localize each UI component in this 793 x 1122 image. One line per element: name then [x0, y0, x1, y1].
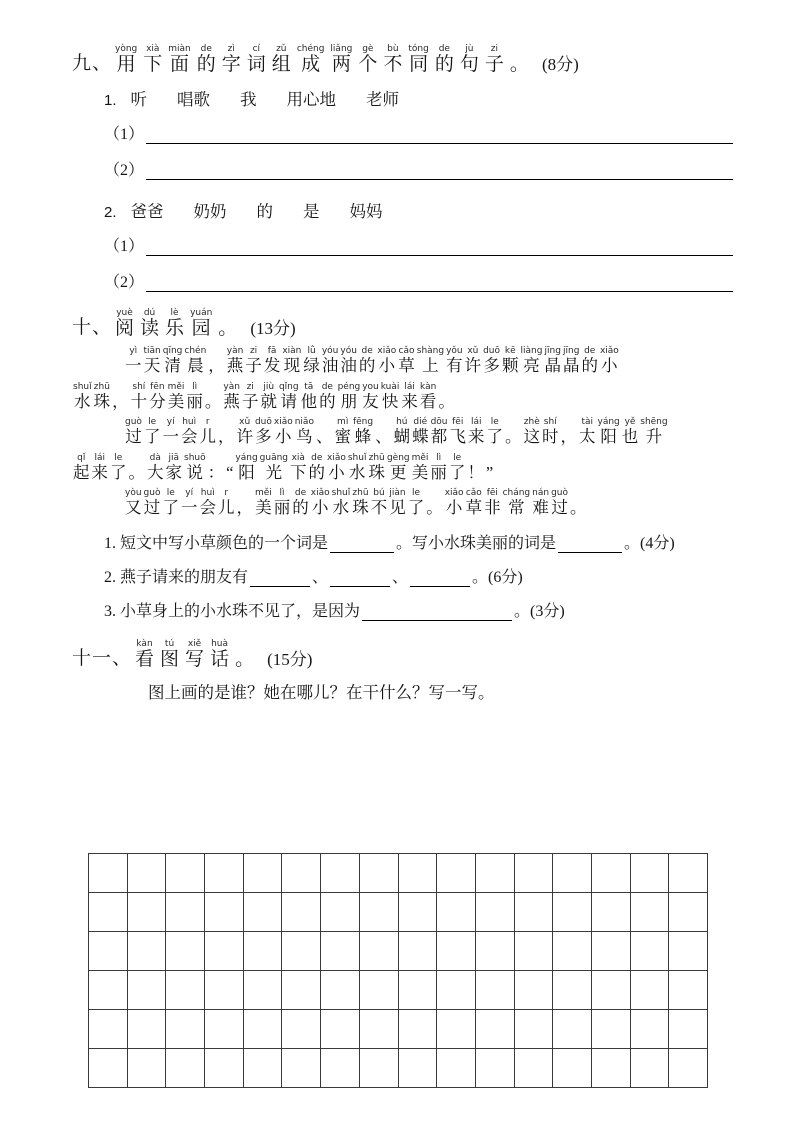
section-10-title-text: 阅yuè读dú乐lè园yuán。 — [115, 308, 238, 339]
question-text: 。(4分) — [624, 534, 675, 552]
grid-cell[interactable] — [244, 854, 283, 893]
section-9 — [72, 44, 733, 292]
answer-blank[interactable] — [146, 160, 733, 180]
grid-cell[interactable] — [89, 971, 128, 1010]
grid-cell[interactable] — [166, 971, 205, 1010]
writing-prompt: 图上画的是谁？她在哪儿？在干什么？写一写。 — [148, 682, 495, 702]
question-3 — [104, 595, 733, 629]
grid-cell[interactable] — [476, 971, 515, 1010]
grid-cell[interactable] — [399, 971, 438, 1010]
grid-cell[interactable] — [476, 854, 515, 893]
grid-cell[interactable] — [128, 971, 167, 1010]
inline-answer-blank[interactable] — [410, 570, 470, 587]
grid-cell[interactable] — [89, 893, 128, 932]
section-11-title-text: 看kàn图tú写xiě话huà。 — [135, 638, 255, 670]
answer-row — [104, 232, 733, 256]
grid-cell[interactable] — [399, 1049, 438, 1088]
section-9-number: 九、 — [72, 53, 113, 74]
answer-label: （2） — [104, 274, 145, 291]
grid-cell[interactable] — [553, 854, 592, 893]
grid-cell[interactable] — [360, 971, 399, 1010]
inline-answer-blank[interactable] — [330, 536, 394, 553]
answer-blank[interactable] — [146, 124, 733, 144]
section-9-title-text: 用yòng下xià面miàn的de字zì词cí组zǔ成chéng两liǎng个gè不bù同tóng的de句jù子zi。 — [115, 44, 529, 75]
grid-cell[interactable] — [631, 893, 670, 932]
grid-cell[interactable] — [553, 971, 592, 1010]
grid-cell[interactable] — [553, 1049, 592, 1088]
grid-cell[interactable] — [631, 971, 670, 1010]
item-2-words — [131, 202, 413, 221]
grid-cell[interactable] — [669, 932, 708, 971]
grid-cell[interactable] — [360, 1010, 399, 1049]
grid-cell[interactable] — [631, 1010, 670, 1049]
grid-cell[interactable] — [437, 854, 476, 893]
grid-cell[interactable] — [515, 932, 554, 971]
grid-cell[interactable] — [321, 854, 360, 893]
word-list-1 — [104, 86, 733, 108]
question-text: 3. 小草身上的小水珠不见了，是因为 — [104, 602, 361, 620]
grid-cell[interactable] — [244, 1010, 283, 1049]
grid-cell[interactable] — [437, 893, 476, 932]
passage-line-4: 起qǐ来lái了le。 大dà家jiā说shuō： “ 阳yáng光guāng下xià的de小xiǎo水shuǐ珠zhū更gèng美měi丽lì了le！ ” — [73, 452, 494, 482]
section-10 — [72, 308, 733, 629]
section-9-title — [72, 44, 733, 76]
grid-cell[interactable] — [205, 971, 244, 1010]
grid-cell[interactable] — [282, 893, 321, 932]
grid-cell[interactable] — [282, 1049, 321, 1088]
grid-cell[interactable] — [476, 932, 515, 971]
grid-cell[interactable] — [399, 854, 438, 893]
word-card: 用心地 — [286, 90, 337, 109]
grid-cell[interactable] — [166, 1049, 205, 1088]
word-item-2 — [104, 198, 733, 292]
grid-cell[interactable] — [631, 854, 670, 893]
grid-cell[interactable] — [592, 893, 631, 932]
item-1-words — [131, 90, 430, 109]
grid-cell[interactable] — [476, 1049, 515, 1088]
grid-cell[interactable] — [631, 1049, 670, 1088]
grid-cell[interactable] — [321, 1049, 360, 1088]
grid-cell[interactable] — [166, 854, 205, 893]
grid-cell[interactable] — [515, 1010, 554, 1049]
grid-cell[interactable] — [592, 971, 631, 1010]
grid-cell[interactable] — [437, 932, 476, 971]
grid-cell[interactable] — [282, 1010, 321, 1049]
grid-cell[interactable] — [437, 1010, 476, 1049]
grid-cell[interactable] — [515, 854, 554, 893]
grid-cell[interactable] — [669, 854, 708, 893]
grid-cell[interactable] — [553, 932, 592, 971]
section-11-score: (15分) — [267, 649, 313, 669]
question-2 — [104, 561, 733, 595]
word-card: 奶奶 — [193, 202, 227, 221]
grid-cell[interactable] — [669, 893, 708, 932]
inline-answer-blank[interactable] — [558, 536, 622, 553]
passage-line-5: 又yòu过guò了le一yí会huì儿r， 美měi丽lì的de小xiǎo水shuǐ珠zhū不bú见jiàn了le。 小xiǎo草cǎo非fēi常cháng难nán过guò。 — [125, 488, 587, 517]
question-text: 、 — [392, 568, 409, 586]
comprehension-questions — [104, 527, 733, 629]
grid-cell[interactable] — [360, 1049, 399, 1088]
grid-cell[interactable] — [553, 1010, 592, 1049]
grid-cell[interactable] — [244, 1049, 283, 1088]
grid-cell[interactable] — [89, 1010, 128, 1049]
grid-cell[interactable] — [592, 854, 631, 893]
word-card: 的 — [256, 202, 274, 221]
answer-blank[interactable] — [146, 272, 733, 292]
inline-answer-blank[interactable] — [362, 604, 512, 621]
grid-cell[interactable] — [437, 1049, 476, 1088]
grid-cell[interactable] — [515, 1049, 554, 1088]
grid-cell[interactable] — [205, 854, 244, 893]
grid-cell[interactable] — [321, 893, 360, 932]
grid-cell[interactable] — [437, 971, 476, 1010]
grid-cell[interactable] — [166, 932, 205, 971]
answer-label: （1） — [104, 126, 145, 143]
grid-cell[interactable] — [205, 893, 244, 932]
grid-cell[interactable] — [128, 854, 167, 893]
section-10-number: 十、 — [72, 317, 113, 338]
grid-cell[interactable] — [205, 1010, 244, 1049]
section-9-score: (8分) — [541, 55, 579, 74]
grid-cell[interactable] — [128, 932, 167, 971]
grid-cell[interactable] — [592, 932, 631, 971]
grid-cell[interactable] — [321, 1010, 360, 1049]
word-list-2 — [104, 198, 733, 220]
grid-cell[interactable] — [399, 893, 438, 932]
word-card: 我 — [240, 90, 257, 109]
grid-cell[interactable] — [360, 854, 399, 893]
item-2-label: 2. — [104, 204, 117, 221]
question-1 — [104, 527, 733, 561]
passage-line-2: 水shuǐ珠zhū， 十shí分fēn美měi丽lì。 燕yàn子zi就jiù请qǐng他tā的de朋péng友you快kuài来lái看kàn。 — [73, 381, 455, 411]
word-card: 是 — [303, 202, 320, 221]
word-card: 妈妈 — [349, 202, 383, 221]
grid-cell[interactable] — [89, 1049, 128, 1088]
inline-answer-blank[interactable] — [250, 570, 310, 587]
grid-cell[interactable] — [553, 893, 592, 932]
grid-cell[interactable] — [128, 893, 167, 932]
grid-cell[interactable] — [515, 971, 554, 1010]
reading-passage — [72, 346, 733, 517]
section-10-title — [72, 308, 733, 340]
grid-cell[interactable] — [89, 932, 128, 971]
grid-cell[interactable] — [89, 854, 128, 893]
word-card: 唱歌 — [177, 90, 211, 109]
grid-cell[interactable] — [360, 932, 399, 971]
grid-cell[interactable] — [592, 1010, 631, 1049]
section-10-score: (13分) — [250, 319, 296, 338]
section-11-title — [72, 639, 733, 671]
grid-cell[interactable] — [476, 1010, 515, 1049]
grid-cell[interactable] — [205, 932, 244, 971]
passage-line-3: 过guò了le一yí会huì儿r， 许xǔ多duō小xiǎo鸟niǎo、 蜜mì蜂fēng、 蝴hú蝶dié都dōu飞fēi来lái了le。 这zhè时shí， 太tài阳yáng也yě升shēng — [125, 417, 668, 446]
question-text: 。写小水珠美丽的词是 — [396, 534, 557, 552]
section-11-number: 十一、 — [72, 647, 133, 669]
grid-cell[interactable] — [166, 893, 205, 932]
word-item-1 — [104, 86, 733, 180]
question-text: 2. 燕子请来的朋友有 — [104, 568, 249, 586]
grid-cell[interactable] — [282, 971, 321, 1010]
grid-cell[interactable] — [128, 1010, 167, 1049]
answer-label: （1） — [104, 238, 145, 255]
grid-cell[interactable] — [592, 1049, 631, 1088]
grid-cell[interactable] — [631, 932, 670, 971]
grid-cell[interactable] — [399, 1010, 438, 1049]
word-card: 爸爸 — [130, 202, 164, 221]
grid-cell[interactable] — [244, 971, 283, 1010]
inline-answer-blank[interactable] — [330, 570, 390, 587]
answer-row — [104, 120, 733, 144]
answer-blank[interactable] — [146, 236, 733, 256]
grid-cell[interactable] — [399, 932, 438, 971]
answer-label: （2） — [104, 162, 145, 179]
grid-cell[interactable] — [282, 854, 321, 893]
grid-cell[interactable] — [669, 1049, 708, 1088]
grid-cell[interactable] — [669, 971, 708, 1010]
item-1-label: 1. — [104, 92, 117, 109]
word-card: 老师 — [366, 90, 400, 109]
question-text: 。(3分) — [514, 602, 565, 620]
grid-cell[interactable] — [128, 1049, 167, 1088]
question-text: 1. 短文中写小草颜色的一个词是 — [104, 534, 329, 552]
answer-row — [104, 156, 733, 180]
grid-cell[interactable] — [321, 932, 360, 971]
writing-grid — [88, 853, 708, 1088]
answer-row — [104, 268, 733, 292]
word-card: 听 — [130, 90, 148, 109]
question-text: 。(6分) — [472, 568, 523, 586]
grid-cell[interactable] — [244, 893, 283, 932]
grid-cell[interactable] — [282, 932, 321, 971]
grid-cell[interactable] — [205, 1049, 244, 1088]
passage-line-1: 一yì天tiān清qīng晨chén， 燕yàn子zi发fā现xiàn绿lǜ油yóu油yóu的de小xiǎo草cǎo上shàng有yǒu许xǔ多duō颗kē亮liàng晶jīng晶jīng的de小xiǎo — [125, 346, 619, 375]
section-11 — [72, 639, 733, 1088]
grid-cell[interactable] — [244, 932, 283, 971]
grid-cell[interactable] — [360, 893, 399, 932]
grid-cell[interactable] — [166, 1010, 205, 1049]
question-text: 、 — [312, 568, 329, 586]
grid-cell[interactable] — [669, 1010, 708, 1049]
grid-cell[interactable] — [515, 893, 554, 932]
grid-cell[interactable] — [476, 893, 515, 932]
grid-cell[interactable] — [321, 971, 360, 1010]
